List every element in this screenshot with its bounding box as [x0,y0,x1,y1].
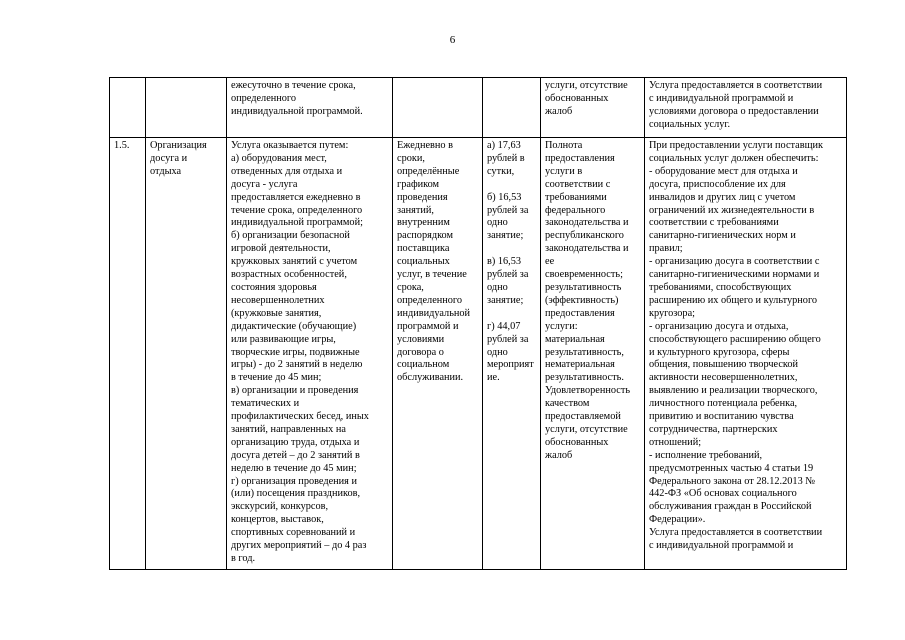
text-line: услуги, отсутствие [545,423,628,435]
text-line: индивидуальной [397,307,471,319]
text-line: соответствии с [545,178,611,190]
text-line: Федерального закона от 28.12.2013 № [649,475,816,487]
text-line: качеством [545,398,590,410]
services-table [109,77,847,570]
text-line: экскурсий, конкурсов, [231,501,329,513]
text-line: Удовлетворенность [545,385,631,397]
cell-price [483,78,541,138]
text-line: требованиями [545,191,607,203]
text-line: результативность, [545,346,624,358]
text-line: обслуживания граждан в Российской [649,501,812,513]
cell-timing [393,78,483,138]
text-line: социальных услуг. [649,118,731,130]
cell-price [483,138,541,570]
text-line: законодательства и [545,217,629,229]
text-line: требованиями, способствующих [649,281,792,293]
text-line: социальных услуг должен обеспечить: [649,152,819,164]
text-line: определенного [397,294,463,306]
text-line: досуга и [150,152,188,164]
text-line: г) 44,07 [487,320,521,332]
text-line: услуг, в течение [397,269,467,281]
text-line: мероприят [487,359,534,371]
cell-number [110,78,146,138]
text-line: (или) посещения праздников, [231,488,361,500]
text-line: Организация [150,140,207,151]
text-line: других мероприятий – до 4 раз [231,540,367,552]
text-line: - оборудование мест для отдыха и [649,165,798,177]
text-line: с индивидуальной программой и [649,92,794,104]
text-line: занятий, направленных на [231,423,346,435]
cell-description [227,78,393,138]
text-line: социальных [397,256,450,268]
text-line: личностного потенциала ребенка, [649,398,798,410]
text-line: расширению их общего и культурного [649,294,818,306]
text-line: творческие игры, подвижные [231,346,360,358]
text-line: определённые [397,165,460,177]
text-line: в год. [231,553,256,564]
text-line: досуга детей – до 2 занятий в [231,449,360,461]
text-line: неделю в течение до 45 мин; [231,462,357,474]
text-line: материальная [545,333,605,345]
text-line: концертов, выставок, [231,514,324,526]
text-line: результативность. [545,372,624,384]
text-line: Полнота [545,140,583,151]
text-line: рублей за [487,333,529,345]
text-line: сотрудничества, партнерских [649,423,778,435]
text-line: обоснованных [545,92,609,104]
text-line: жалоб [545,105,573,117]
text-line: ее [545,256,555,268]
text-line: графиком [397,178,440,190]
text-line: отношений; [649,436,702,448]
text-line: занятий, [397,204,434,216]
text-line: (кружковые занятия, [231,307,322,319]
text-line: При предоставлении услуги поставщик [649,140,824,151]
text-line: в) 16,53 [487,256,522,268]
text-line: социальном [397,359,450,371]
text-line: Услуга предоставляется в соответствии [649,527,823,539]
cell-timing [393,138,483,570]
text-line: выявлению и реализации творческого, [649,385,818,397]
text-line: рублей за [487,204,529,216]
page-number: 6 [449,34,456,46]
text-line: ие. [487,372,500,384]
text-line: несовершеннолетних [231,294,325,306]
text-line: кружковых занятий с учетом [231,256,358,268]
text-line: Услуга оказывается путем: [231,140,349,151]
text-line: организацию труда, отдыха и [231,436,360,448]
text-line: условиями договора о предоставлении [649,105,819,117]
text-line: инвалидов и других лиц с учетом [649,191,796,203]
cell-service-name [146,138,227,570]
text-line [487,243,537,256]
text-line: дидактические (обучающие) [231,320,357,332]
text-line: обоснованных [545,436,609,448]
text-line: условиями [397,333,445,345]
text-line: досуга, приспособление их для [649,178,786,190]
table-row-1-5 [110,138,847,570]
text-line: в) организации и проведения [231,385,359,397]
text-line: и культурного кругозора, сферы [649,346,790,358]
text-line: результативность [545,281,622,293]
cell-indicators [541,78,645,138]
cell-conditions [645,78,847,138]
text-line: в течение до 45 мин; [231,372,322,384]
cell-service-name [146,78,227,138]
text-line: 442-ФЗ «Об основах социального [649,488,797,500]
text-line: республиканского [545,230,624,242]
text-line: поставщика [397,243,450,255]
text-line: сутки, [487,165,515,177]
text-line: привитию и воспитанию чувства [649,411,794,423]
text-line: федерального [545,204,606,216]
text-line: состояния здоровья [231,281,317,293]
text-line: предусмотренных частью 4 статьи 19 [649,462,814,474]
text-line: внутренним [397,217,450,229]
text-line: тематических и [231,398,300,410]
text-line: Федерации». [649,514,706,526]
text-line: отведенных для отдыха и [231,165,343,177]
text-line: индивидуальной программой; [231,217,363,229]
text-line: индивидуальной программой. [231,105,363,117]
text-line: - организацию досуга в соответствии с [649,256,820,268]
text-line: своевременность; [545,269,623,281]
text-line: способствующего расширению общего [649,333,821,345]
text-line: досуга - услуга [231,178,298,190]
text-line: программой и [397,320,459,332]
text-line [487,308,537,321]
text-line: услуги в [545,165,583,177]
cell-number: 1.5. [110,138,146,570]
text-line: одно [487,281,508,293]
text-line: нематериальная [545,359,615,371]
text-line: общения, повышению творческой [649,359,799,371]
text-line: Ежедневно в [397,140,453,151]
text-line: санитарно-гигиеническими нормами и [649,269,820,281]
text-line: предоставления [545,307,615,319]
text-line: спортивных соревнований и [231,527,356,539]
cell-conditions [645,138,847,570]
text-line: кругозора; [649,307,696,319]
text-line: или развивающие игры, [231,333,336,345]
cell-indicators [541,138,645,570]
text-line: - исполнение требований, [649,449,763,461]
text-line: профилактических бесед, иных [231,411,369,423]
text-line: одно [487,217,508,229]
text-line: активности несовершеннолетних, [649,372,798,384]
text-line: отдыха [150,165,182,177]
text-line: ежесуточно в течение срока, [231,80,356,91]
text-line: проведения [397,191,448,203]
text-line: предоставляемой [545,411,621,423]
text-line: Услуга предоставляется в соответствии [649,80,823,91]
text-line [487,179,537,192]
text-line: определенного [231,92,297,104]
text-line: а) 17,63 [487,140,521,151]
text-line: ограничений их жизнедеятельности в [649,204,815,216]
text-line: одно [487,346,508,358]
text-line: - организацию досуга и отдыха, [649,320,789,332]
cell-description [227,138,393,570]
text-line: сроки, [397,152,425,164]
text-line: г) организация проведения и [231,475,358,487]
text-line: (эффективность) [545,294,619,306]
text-line: санитарно-гигиенических норм и [649,230,796,242]
text-line: срока, [397,281,424,293]
text-line: рублей за [487,269,529,281]
text-line: игры) - до 2 занятий в неделю [231,359,363,371]
text-line: возрастных особенностей, [231,269,347,281]
text-line: услуги, отсутствие [545,80,628,91]
table-row-continued [110,78,847,138]
text-line: предоставляется ежедневно в [231,191,361,203]
text-line: течение срока, определенного [231,204,363,216]
text-line: распорядком [397,230,454,242]
text-line: жалоб [545,449,573,461]
text-line: договора о [397,346,444,358]
text-line: б) 16,53 [487,191,522,203]
text-line: предоставления [545,152,615,164]
text-line: рублей в [487,152,525,164]
text-line: соответствии с требованиями [649,217,779,229]
text-line: правил; [649,243,683,255]
text-line: а) оборудования мест, [231,152,327,164]
text-line: с индивидуальной программой и [649,540,794,552]
text-line: услуги: [545,320,578,332]
text-line: законодательства и [545,243,629,255]
text-line: обслуживании. [397,372,464,384]
text-line: занятие; [487,230,524,242]
text-line: занятие; [487,294,524,306]
text-line: игровой деятельности, [231,243,331,255]
text-line: б) организации безопасной [231,230,350,242]
